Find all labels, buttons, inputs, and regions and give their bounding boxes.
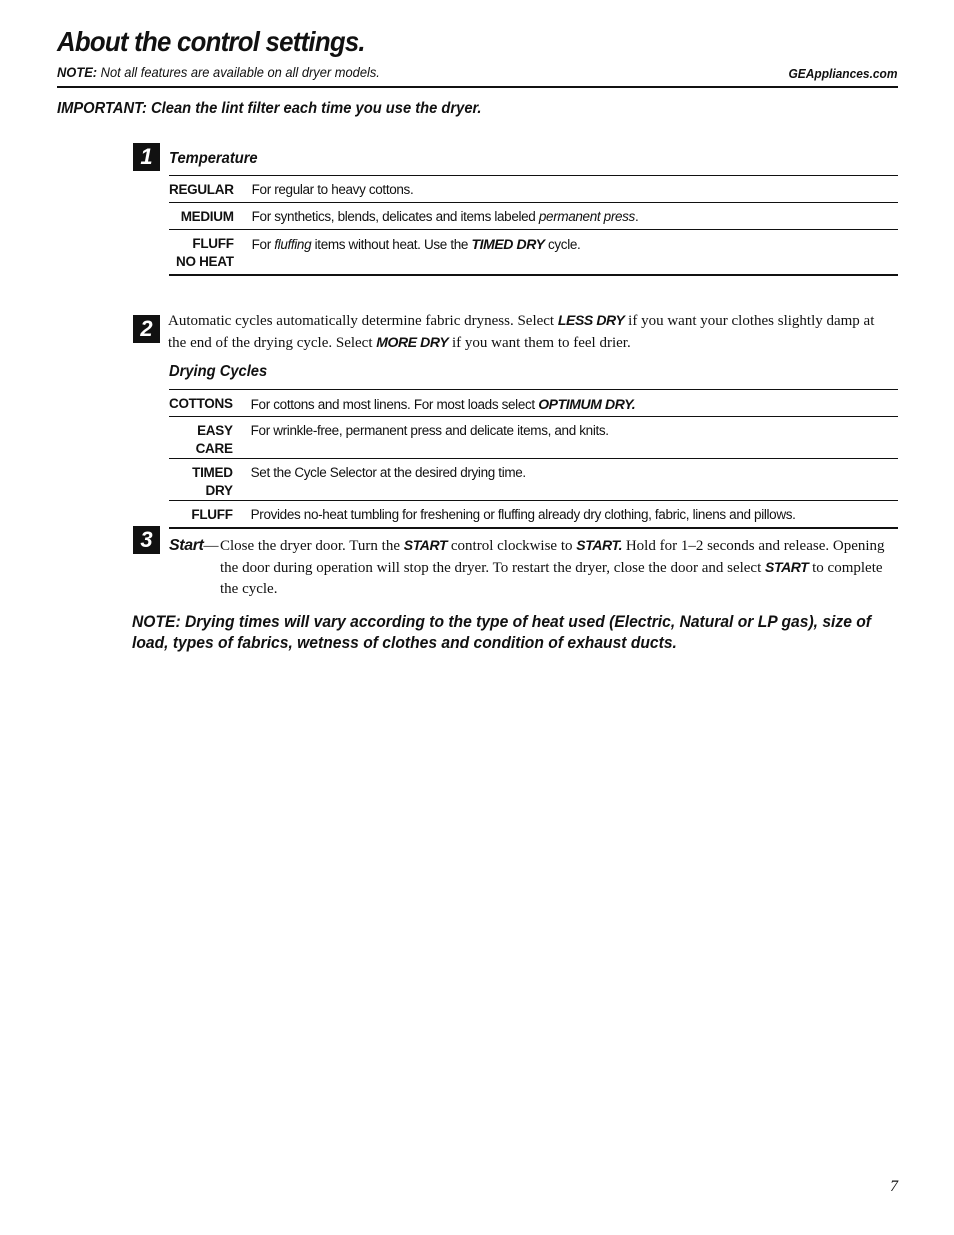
- setting-emphasis: START.: [576, 537, 623, 553]
- text-run: cycle.: [544, 237, 581, 252]
- text-run: For: [251, 237, 275, 252]
- important-notice: IMPORTANT: Clean the lint filter each time you use the dryer.: [57, 100, 482, 117]
- setting-description: [251, 501, 898, 528]
- temperature-table: [169, 175, 898, 276]
- note-text: Not all features are available on all dryer models.: [97, 64, 380, 80]
- page-number: 7: [890, 1178, 898, 1195]
- text-run: fluffing: [274, 237, 312, 252]
- setting-name: REGULAR: [169, 182, 234, 197]
- setting-name: FLUFF NO HEAT: [176, 236, 234, 269]
- start-label: Start: [169, 537, 204, 554]
- text-run: For synthetics, blends, delicates and items labeled: [251, 209, 539, 224]
- temperature-heading: Temperature: [169, 150, 258, 167]
- text-run: items without heat. Use the: [311, 237, 472, 252]
- text-run: Provides no-heat tumbling for freshening or fluffing already dry clothing, fabric, linens and pillows.: [250, 507, 796, 522]
- temperature-rows: [169, 176, 898, 275]
- setting-name: TIMED DRY: [192, 465, 233, 498]
- setting-name: MEDIUM: [180, 209, 234, 224]
- drying-cycles-table: [169, 389, 898, 529]
- setting-name: FLUFF: [191, 507, 233, 522]
- table-row: [169, 501, 898, 528]
- drying-cycles-rows: [169, 390, 898, 528]
- start-dash: —: [203, 538, 219, 554]
- table-row: [169, 176, 898, 203]
- models-note: [57, 64, 380, 80]
- automatic-cycles-intro: [168, 310, 896, 354]
- setting-emphasis: START: [765, 559, 809, 575]
- text-run: if you want your clothes slightly damp at the end of the drying cycle. Select: [168, 313, 875, 351]
- text-run: Automatic cycles automatically determine fabric dryness. Select: [168, 313, 558, 329]
- setting-description: [252, 230, 898, 275]
- setting-description: [251, 390, 898, 417]
- setting-emphasis: LESS DRY: [557, 312, 625, 328]
- table-row: [169, 230, 898, 275]
- setting-description: [252, 176, 898, 203]
- step-1-badge: 1: [133, 143, 160, 171]
- setting-emphasis: TIMED DRY: [471, 236, 545, 252]
- table-row: [169, 203, 898, 230]
- setting-emphasis: OPTIMUM DRY.: [538, 396, 636, 412]
- text-run: Hold for 1–2 seconds and release. Opening the door during operation will stop the dryer. To restart the dryer, close the door and select: [220, 538, 885, 576]
- text-run: if you want them to feel drier.: [448, 335, 631, 351]
- table-row: [169, 417, 898, 459]
- text-run: Set the Cycle Selector at the desired drying time.: [250, 465, 526, 480]
- header-divider: [57, 86, 898, 88]
- step-3-badge: 3: [133, 526, 160, 554]
- website-link[interactable]: GEAppliances.com: [787, 66, 897, 81]
- setting-description: [251, 459, 898, 501]
- text-run: For regular to heavy cottons.: [251, 182, 414, 197]
- text-run: .: [634, 209, 639, 224]
- text-run: control clockwise to: [447, 538, 577, 554]
- text-run: permanent press: [538, 209, 635, 224]
- setting-description: [252, 203, 898, 230]
- note-label: NOTE:: [57, 64, 98, 80]
- text-run: Close the dryer door. Turn the: [220, 538, 404, 554]
- start-instructions: [220, 535, 890, 600]
- text-run: For wrinkle-free, permanent press and delicate items, and knits.: [250, 423, 609, 438]
- setting-emphasis: MORE DRY: [376, 334, 449, 350]
- setting-name: COTTONS: [169, 396, 233, 411]
- setting-emphasis: START: [403, 537, 448, 553]
- step-2-badge: 2: [133, 315, 160, 343]
- table-row: [169, 459, 898, 501]
- setting-name: EASY CARE: [195, 423, 233, 456]
- drying-times-note: NOTE: Drying times will vary according to the type of heat used (Electric, Natural or LP gas), size of load, types of fabrics, wetness of clothes and condition of exhaust ducts.: [132, 612, 872, 652]
- table-row: [169, 390, 898, 417]
- text-run: to complete the cycle.: [220, 560, 883, 597]
- page-title: About the control settings.: [57, 26, 365, 57]
- drying-cycles-heading: Drying Cycles: [169, 363, 268, 380]
- setting-description: [251, 417, 898, 459]
- text-run: For cottons and most linens. For most loads select: [250, 397, 539, 412]
